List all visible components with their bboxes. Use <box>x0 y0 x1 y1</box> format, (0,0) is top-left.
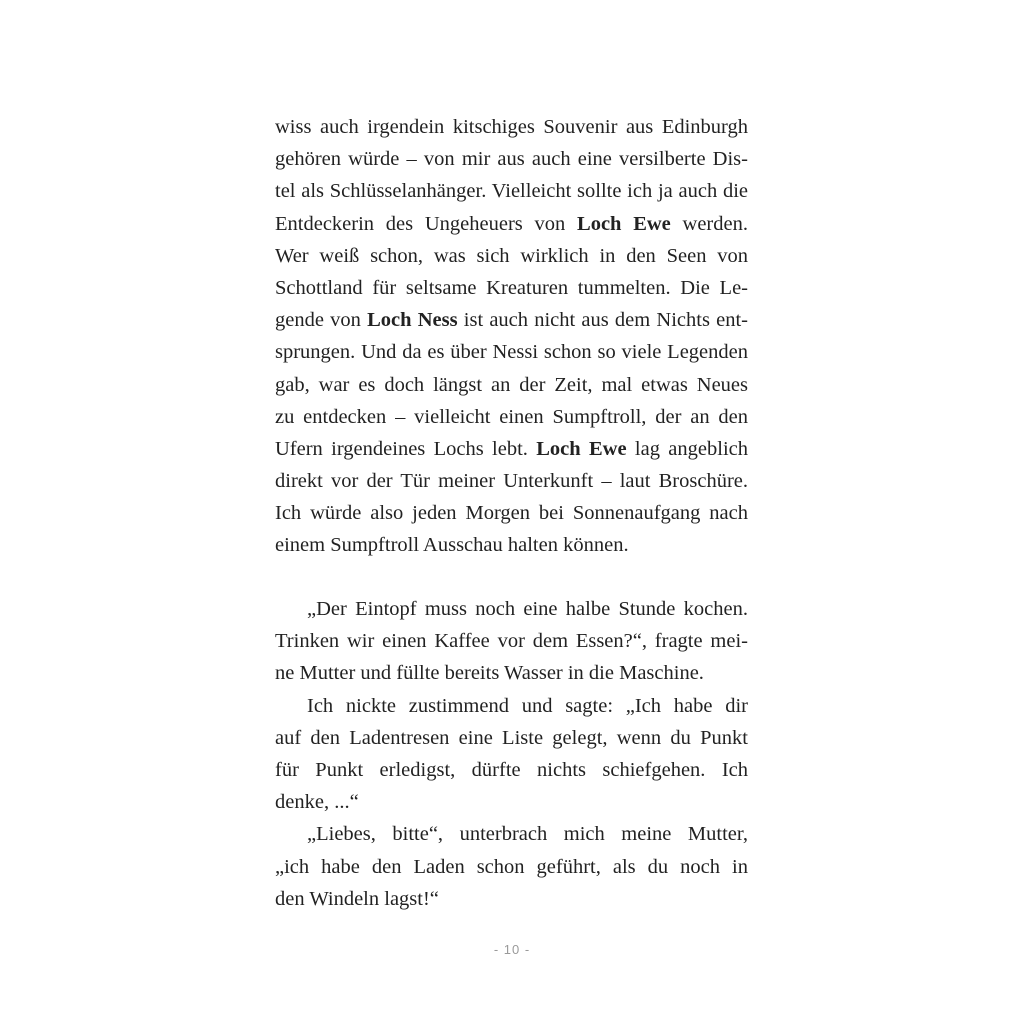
text-span: „ich habe den Laden schon geführt, als du noch in <box>275 855 748 878</box>
text-line <box>275 143 748 175</box>
text-span: Schottland für seltsame Kreaturen tummelten. Die Le- <box>275 276 748 299</box>
text-span: „Der Eintopf muss noch eine halbe Stunde kochen. <box>307 598 748 620</box>
text-span: ne Mutter und füllte bereits Wasser in die Maschine. <box>275 662 704 685</box>
text-line <box>275 754 748 786</box>
text-span: Ich nickte zustimmend und sagte: „Ich habe dir <box>307 694 748 717</box>
text-line <box>275 465 748 497</box>
text-span: „Liebes, bitte“, unterbrach mich meine Mutter, <box>307 823 748 846</box>
text-span: werden. <box>670 212 748 235</box>
text-line <box>275 818 748 850</box>
page-number: - 10 - <box>493 942 531 957</box>
text-span: Entdeckerin des Ungeheuers von <box>275 212 578 235</box>
text-line <box>275 786 748 818</box>
text-span: lag angeblich <box>626 437 748 460</box>
text-span: zu entdecken – vielleicht einen Sumpftroll, der an den <box>275 405 748 428</box>
text-span: Ich würde also jeden Morgen bei Sonnenaufgang nach <box>275 502 748 525</box>
text-span: auf den Ladentresen eine Liste gelegt, wenn du Punkt <box>275 726 748 749</box>
bold-place-name: Loch Ewe <box>577 212 671 235</box>
text-span: den Windeln lagst!“ <box>275 887 439 910</box>
text-line <box>275 111 748 143</box>
text-span: Wer weiß schon, was sich wirklich in den Seen von <box>275 244 748 267</box>
text-line <box>275 369 748 401</box>
text-span: gab, war es doch längst an der Zeit, mal etwas Neues <box>275 373 748 396</box>
text-span: tel als Schlüsselanhänger. Vielleicht sollte ich ja auch die <box>275 180 748 203</box>
paragraph-block-2 <box>275 593 748 915</box>
text-span: gende von <box>275 309 368 332</box>
text-span: Trinken wir einen Kaffee vor dem Essen?“, fragte mei- <box>275 630 748 653</box>
text-span: denke, ...“ <box>275 791 359 814</box>
text-span: direkt vor der Tür meiner Unterkunft – laut Broschüre. <box>275 470 748 493</box>
text-span: für Punkt erledigst, dürfte nichts schiefgehen. Ich <box>275 758 748 781</box>
text-line <box>275 690 748 722</box>
text-line <box>275 336 748 368</box>
text-line <box>275 304 748 336</box>
text-line <box>275 497 748 529</box>
bold-place-name: Loch Ness <box>367 309 458 332</box>
text-span: wiss auch irgendein kitschiges Souvenir aus Edinburgh <box>275 116 748 138</box>
text-line <box>275 657 748 689</box>
text-span: gehören würde – von mir aus auch eine versilberte Dis- <box>275 148 748 171</box>
text-line <box>275 401 748 433</box>
text-line <box>275 529 748 561</box>
text-line <box>275 883 748 915</box>
text-line <box>275 851 748 883</box>
text-line <box>275 722 748 754</box>
text-line <box>275 272 748 304</box>
text-line <box>275 208 748 240</box>
text-line <box>275 240 748 272</box>
text-line <box>275 175 748 207</box>
text-line <box>275 593 748 625</box>
text-line <box>275 433 748 465</box>
text-span: Ufern irgendeines Lochs lebt. <box>275 437 537 460</box>
text-line <box>275 625 748 657</box>
paragraph-block-1 <box>275 111 748 562</box>
text-span: sprungen. Und da es über Nessi schon so viele Legenden <box>275 341 748 364</box>
text-span: ist auch nicht aus dem Nichts ent- <box>457 309 748 332</box>
text-span: einem Sumpftroll Ausschau halten können. <box>275 534 629 557</box>
bold-place-name: Loch Ewe <box>536 437 627 460</box>
